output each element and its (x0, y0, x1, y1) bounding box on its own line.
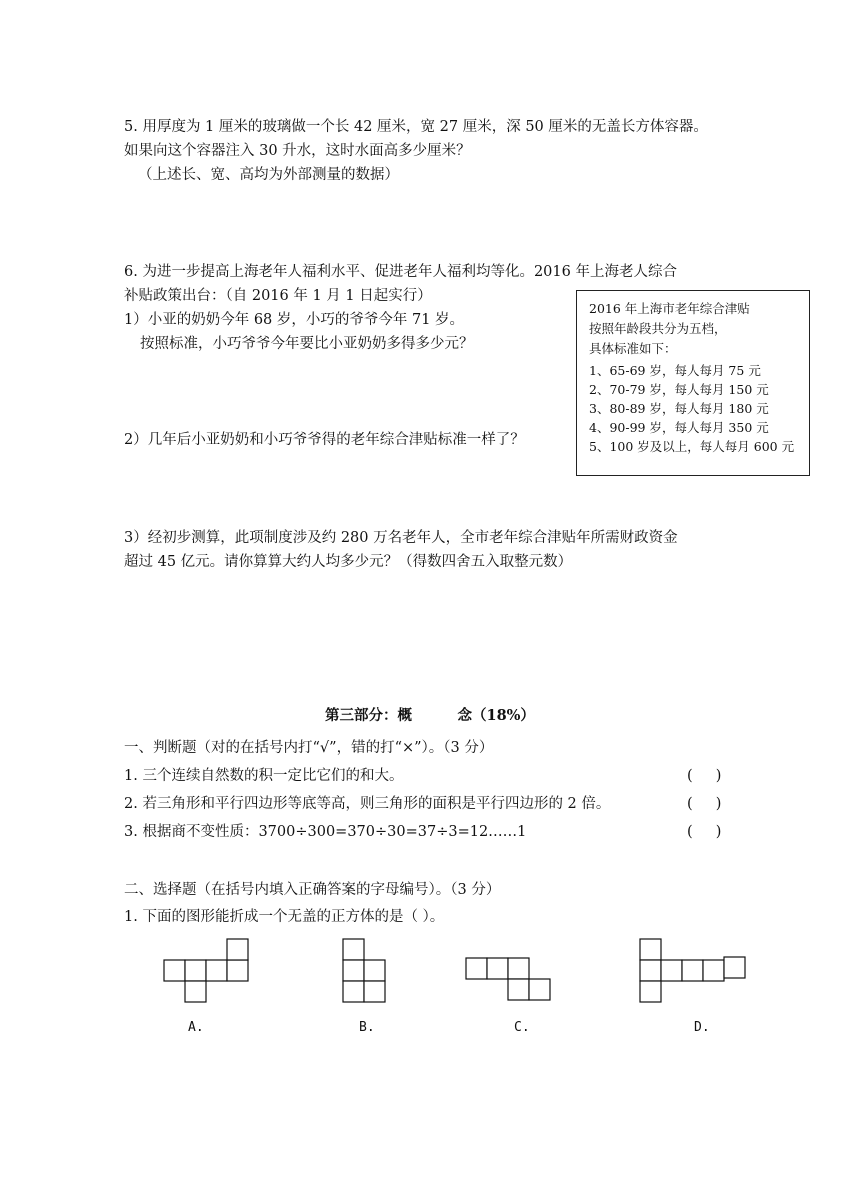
choice-q1: 1. 下面的图形能折成一个无盖的正方体的是（ ）。 (124, 909, 445, 925)
cube-net-d[interactable] (640, 939, 750, 1005)
option-c-label[interactable]: C. (514, 1020, 530, 1035)
q6-sub1-line2: 按照标准，小巧爷爷今年要比小亚奶奶多得多少元？ (140, 336, 474, 352)
option-d-label[interactable]: D. (694, 1020, 710, 1035)
subsidy-box-line3: 具体标准如下： (589, 341, 677, 356)
subsidy-info-box (576, 290, 810, 476)
option-a-label[interactable]: A. (188, 1020, 204, 1035)
q6-line1: 6. 为进一步提高上海老年人福利水平、促进老年人福利均等化。2016 年上海老人综合 (124, 264, 677, 280)
judge-heading: 一、判断题（对的在括号内打“√”，错的打“×”）。（3 分） (124, 740, 494, 756)
q5-note: （上述长、宽、高均为外部测量的数据） (138, 167, 399, 183)
subsidy-tier-3: 3、80-89 岁，每人每月 180 元 (589, 401, 769, 416)
judge-item-1: 1. 三个连续自然数的积一定比它们的和大。 (124, 768, 404, 784)
subsidy-tier-5: 5、100 岁及以上，每人每月 600 元 (589, 439, 795, 454)
subsidy-box-line2: 按照年龄段共分为五档， (589, 321, 727, 336)
q6-sub3-line1: 3）经初步测算，此项制度涉及约 280 万名老年人，全市老年综合津贴年所需财政资金 (124, 530, 678, 546)
subsidy-tier-4: 4、90-99 岁，每人每月 350 元 (589, 420, 769, 435)
subsidy-box-title: 2016 年上海市老年综合津贴 (589, 301, 750, 316)
judge-item-3: 3. 根据商不变性质：3700÷300=370÷30=37÷3=12……1 (124, 824, 527, 840)
judge-answer-blank-1[interactable]: ( ) (687, 768, 722, 784)
judge-answer-blank-2[interactable]: ( ) (687, 796, 722, 812)
choice-heading: 二、选择题（在括号内填入正确答案的字母编号）。（3 分） (124, 882, 501, 898)
judge-item-2: 2. 若三角形和平行四边形等底等高，则三角形的面积是平行四边形的 2 倍。 (124, 796, 611, 812)
cube-net-a[interactable] (164, 939, 254, 1005)
q5-line1: 5. 用厚度为 1 厘米的玻璃做一个长 42 厘米，宽 27 厘米，深 50 厘米的无盖长方体容器。 (124, 119, 708, 135)
q6-sub3-line2: 超过 45 亿元。请你算算大约人均多少元？（得数四舍五入取整元数） (124, 554, 573, 570)
q5-line2: 如果向这个容器注入 30 升水，这时水面高多少厘米？ (124, 143, 471, 159)
q6-line2: 补贴政策出台：（自 2016 年 1 月 1 日起实行） (124, 288, 432, 304)
cube-net-c[interactable] (466, 958, 558, 1004)
option-b-label[interactable]: B. (359, 1020, 375, 1035)
judge-answer-blank-3[interactable]: ( ) (687, 824, 722, 840)
subsidy-tier-2: 2、70-79 岁，每人每月 150 元 (589, 382, 769, 397)
subsidy-tier-1: 1、65-69 岁，每人每月 75 元 (589, 363, 761, 378)
q6-sub2: 2）几年后小亚奶奶和小巧爷爷得的老年综合津贴标准一样了？ (124, 432, 525, 448)
cube-net-b[interactable] (343, 939, 393, 1005)
q6-sub1-line1: 1）小亚的奶奶今年 68 岁，小巧的爷爷今年 71 岁。 (124, 312, 465, 328)
part3-title: 第三部分：概 念（18%） (325, 707, 535, 724)
